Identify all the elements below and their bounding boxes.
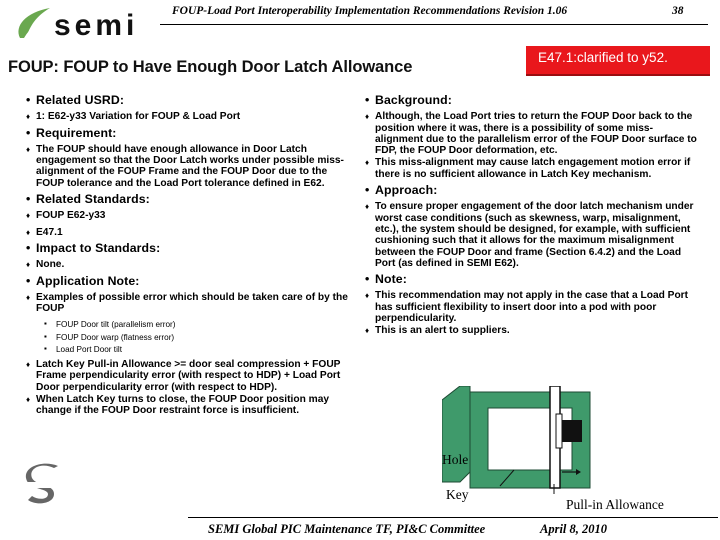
related-usrd-item: ♦ 1: E62-y33 Variation for FOUP & Load Port — [26, 111, 356, 122]
impact-item: ♦ None. — [26, 259, 356, 270]
note-item: ♦ This recommendation may not apply in the case that a Load Port has sufficient flexibility to insert door into a pod with poor perpendicularity. — [365, 290, 700, 324]
application-note-item: ♦ When Latch Key turns to close, the FOUP Door position may change if the FOUP Door restraint force is insufficient. — [26, 394, 356, 417]
error-example-item: ▪ FOUP Door tilt (parallelism error) — [44, 319, 356, 331]
semi-logo-swoosh-icon — [18, 8, 50, 38]
note-heading: • Note: — [365, 274, 700, 285]
application-note-heading: • Application Note: — [26, 276, 356, 287]
page-number: 38 — [672, 5, 684, 17]
semi-s-logo-icon — [24, 462, 60, 508]
related-standards-heading: • Related Standards: — [26, 194, 356, 205]
footer-divider — [188, 517, 718, 518]
header-divider — [160, 24, 708, 25]
key-label: Key — [446, 487, 469, 502]
semi-logo — [12, 4, 152, 44]
latch-key-diagram — [442, 386, 610, 496]
right-column — [365, 95, 700, 342]
revision-callout: E47.1:clarified to y52. — [526, 46, 710, 76]
latch-key-head — [560, 420, 582, 442]
error-example-item: ▪ FOUP Door warp (flatness error) — [44, 332, 356, 344]
application-note-intro: ♦ Examples of possible error which should be taken care of by the FOUP — [26, 292, 356, 315]
related-standard-item: ♦ E47.1 — [26, 227, 356, 238]
pull-in-allowance-label: Pull-in Allowance — [566, 497, 664, 512]
semi-logo-text: semi — [54, 9, 139, 42]
application-note-item: ♦ Latch Key Pull-in Allowance >= door seal compression + FOUP Frame perpendicularity error (with respect to HDP) + Load Port Door perpendicularity error (with respect to HDP). — [26, 359, 356, 393]
slide-title: FOUP: FOUP to Have Enough Door Latch Allowance — [8, 58, 413, 76]
left-column — [26, 95, 356, 421]
background-item: ♦ This miss-alignment may cause latch engagement motion error if there is no sufficient allowance in Latch Key mechanism. — [365, 157, 700, 180]
hole-label: Hole — [442, 452, 469, 467]
footer-committee: SEMI Global PIC Maintenance TF, PI&C Committee — [208, 522, 486, 536]
running-title: FOUP-Load Port Interoperability Implementation Recommendations Revision 1.06 — [172, 5, 568, 17]
requirement-item: ♦ The FOUP should have enough allowance in Door Latch engagement so that the Door Latch works under possible miss-alignment of the FOUP Frame and the FOUP Door due to the FOUP tolerance and the Load Port tolerance defined in E62. — [26, 144, 356, 189]
related-usrd-heading: • Related USRD: — [26, 95, 356, 106]
impact-heading: • Impact to Standards: — [26, 243, 356, 254]
requirement-heading: • Requirement: — [26, 128, 356, 139]
background-heading: • Background: — [365, 95, 700, 106]
approach-heading: • Approach: — [365, 185, 700, 196]
approach-item: ♦ To ensure proper engagement of the door latch mechanism under worst case conditions (such as skewness, warp, misalignment, etc.), the system should be designed, for example, with sufficient cushioning such that it allows for the maximum misalignment between the FOUP Door and frame (Section 6.4.2) and the Load Port (as defined in SEMI E62). — [365, 201, 700, 269]
related-standard-item: ♦ FOUP E62-y33 — [26, 210, 356, 221]
footer-date: April 8, 2010 — [540, 522, 608, 536]
background-item: ♦ Although, the Load Port tries to return the FOUP Door back to the position where it was, there is a possibility of some miss-alignment due to the parallelism error of the FOUP Door surface to FDP, the FOUP Door deformation, etc. — [365, 111, 700, 156]
note-item: ♦ This is an alert to suppliers. — [365, 325, 700, 336]
error-example-item: ▪ Load Port Door tilt — [44, 344, 356, 356]
